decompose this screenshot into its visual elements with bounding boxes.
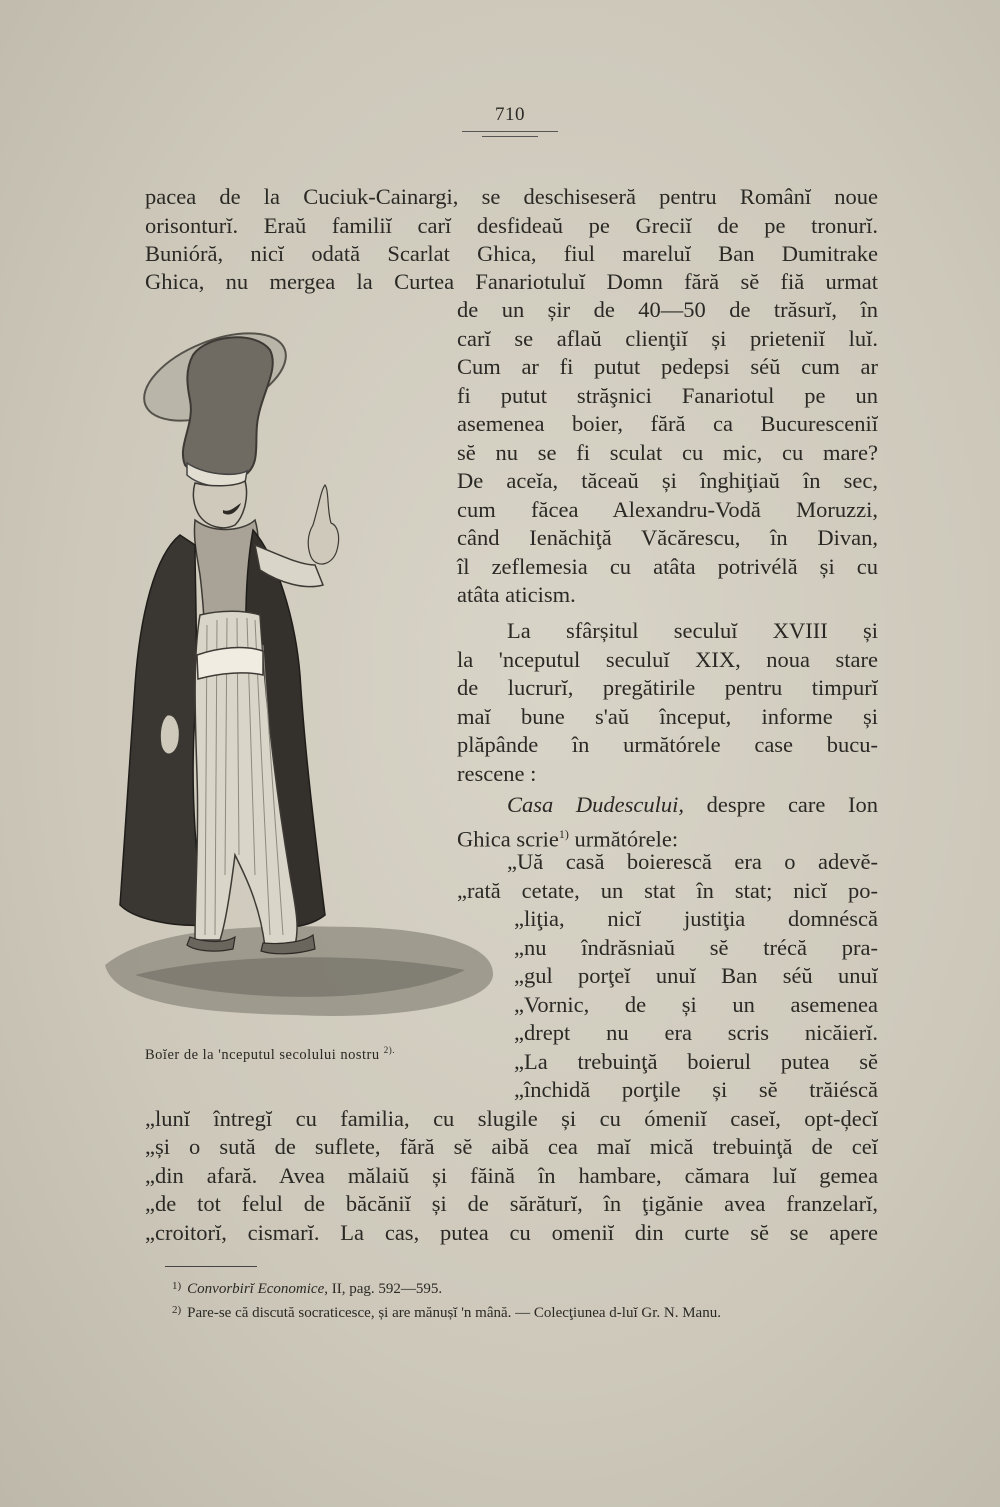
text-line: „și o sută de suflete, fără sĕ aibă cea maĭ mică trebuinţă de ceĭ xyxy=(145,1134,878,1159)
text-line: când Ienăchiţă Văcărescu, în Divan, xyxy=(457,525,878,550)
footnote-mark: 2) xyxy=(172,1304,182,1316)
text-line: plăpânde în următórele case bucu- xyxy=(457,732,878,757)
text-line: fi putut străşnici Fanariotul pe un xyxy=(457,383,878,408)
page-number: 710 xyxy=(495,104,525,125)
text-line: „rată cetate, un stat în stat; nicĭ po- xyxy=(457,878,878,903)
footnote-text: Pare-se că discută socraticesce, și are mănușĭ 'n mână. — Colecţiunea d-luĭ Gr. N. Manu. xyxy=(187,1305,721,1321)
footnote-ref: 1) xyxy=(558,827,569,841)
text-line: De aceĭa, tăceaŭ și înghiţiaŭ în sec, xyxy=(457,468,878,493)
footnote-rule xyxy=(165,1266,257,1267)
text-line: „Uă casă boierescă era o adevĕ- xyxy=(507,849,878,874)
caption-text: Boĭer de la 'nceputul secolului nostru xyxy=(145,1046,380,1063)
footnote-mark: 1) xyxy=(172,1280,182,1292)
italic-title: Casa Dudescului, xyxy=(507,792,684,817)
text-span: despre care Ion xyxy=(706,792,879,817)
face xyxy=(193,481,246,528)
text-line: „de tot felul de băcăniĭ și de sărăturĭ, în ţigănie avea franzelarĭ, xyxy=(145,1191,878,1216)
footnote-1 xyxy=(172,1280,442,1298)
text-line: carĭ se aflaŭ clienţiĭ și prieteniĭ luĭ. xyxy=(457,326,878,351)
text-line: „gul porţeĭ unuĭ Ban séŭ unuĭ xyxy=(514,963,878,988)
text-line: „liţia, nicĭ justiţia domnéscă xyxy=(514,906,878,931)
page-number-rule xyxy=(462,131,558,132)
text-line: orisonturĭ. Eraŭ familiĭ carĭ desfideaŭ pe Greciĭ de pe tronurĭ. xyxy=(145,213,878,238)
text-line xyxy=(507,791,878,819)
text-line: „croitorĭ, cismarĭ. La cas, putea cu omeniĭ din curte sĕ se apere xyxy=(145,1220,878,1245)
boyar-illustration xyxy=(95,315,505,1035)
text-line: „închidă porţile și sĕ trăiéscă xyxy=(514,1077,878,1102)
text-line: pacea de la Cuciuk-Cainargi, se deschiseseră pentru Românĭ noue xyxy=(145,184,878,209)
text-line: Ghica, nu mergea la Curtea Fanariotuluĭ Domn fără sĕ fiă urmat xyxy=(145,269,878,294)
text-line: „nu îndrăsniaŭ sĕ trécă pra- xyxy=(514,935,878,960)
text-line: rescene : xyxy=(457,761,537,786)
text-line: Cum ar fi putut pedepsi séŭ cum ar xyxy=(457,354,878,379)
text-line: „Vornic, de și un asemenea xyxy=(514,992,878,1017)
hat-crown xyxy=(183,337,273,479)
text-line: îl zeflemesia cu atâta potrivélă și cu xyxy=(457,554,878,579)
text-line: „La trebuinţă boierul putea sĕ xyxy=(514,1049,878,1074)
text-line: la 'nceputul seculuĭ XIX, noua stare xyxy=(457,647,878,672)
page-number-rule-short xyxy=(482,136,538,137)
text-line: La sfârșitul seculuĭ XVIII și xyxy=(507,618,878,643)
text-line: „lunĭ întregĭ cu familia, cu slugile și cu ómeniĭ caseĭ, opt-ḑecĭ xyxy=(145,1106,878,1131)
text-line: de un șir de 40—50 de trăsurĭ, în xyxy=(457,297,878,322)
text-span: Ghica scrie xyxy=(457,826,559,852)
text-line: de lucrurĭ, pregătirile pentru timpurĭ xyxy=(457,675,878,700)
footnote-title: Convorbirĭ Economice, xyxy=(187,1281,328,1297)
raised-hand xyxy=(308,485,338,564)
text-line: „din afară. Avea mălaiŭ și făină în hambare, cămara luĭ gemea xyxy=(145,1163,878,1188)
footnote-2 xyxy=(172,1304,721,1322)
text-line: sĕ nu se fi sculat cu mic, cu mare? xyxy=(457,440,878,465)
text-line: asemenea boier, fără ca Bucuresceniĭ xyxy=(457,411,878,436)
caption-ref: 2). xyxy=(383,1045,396,1055)
footnote-text: II, pag. 592—595. xyxy=(331,1281,443,1297)
text-line: maĭ bune s'aŭ început, informe și xyxy=(457,704,878,729)
text-line: Bunióră, nicĭ odată Scarlat Ghica, fiul mareluĭ Ban Dumitrake xyxy=(145,241,878,266)
figure-caption xyxy=(145,1045,395,1064)
text-line: atâta aticism. xyxy=(457,582,576,607)
text-line: „drept nu era scris nicăierĭ. xyxy=(514,1020,878,1045)
text-span: următórele: xyxy=(574,826,679,852)
left-hand xyxy=(160,715,179,754)
text-line: cum făcea Alexandru-Vodă Moruzzi, xyxy=(457,497,878,522)
